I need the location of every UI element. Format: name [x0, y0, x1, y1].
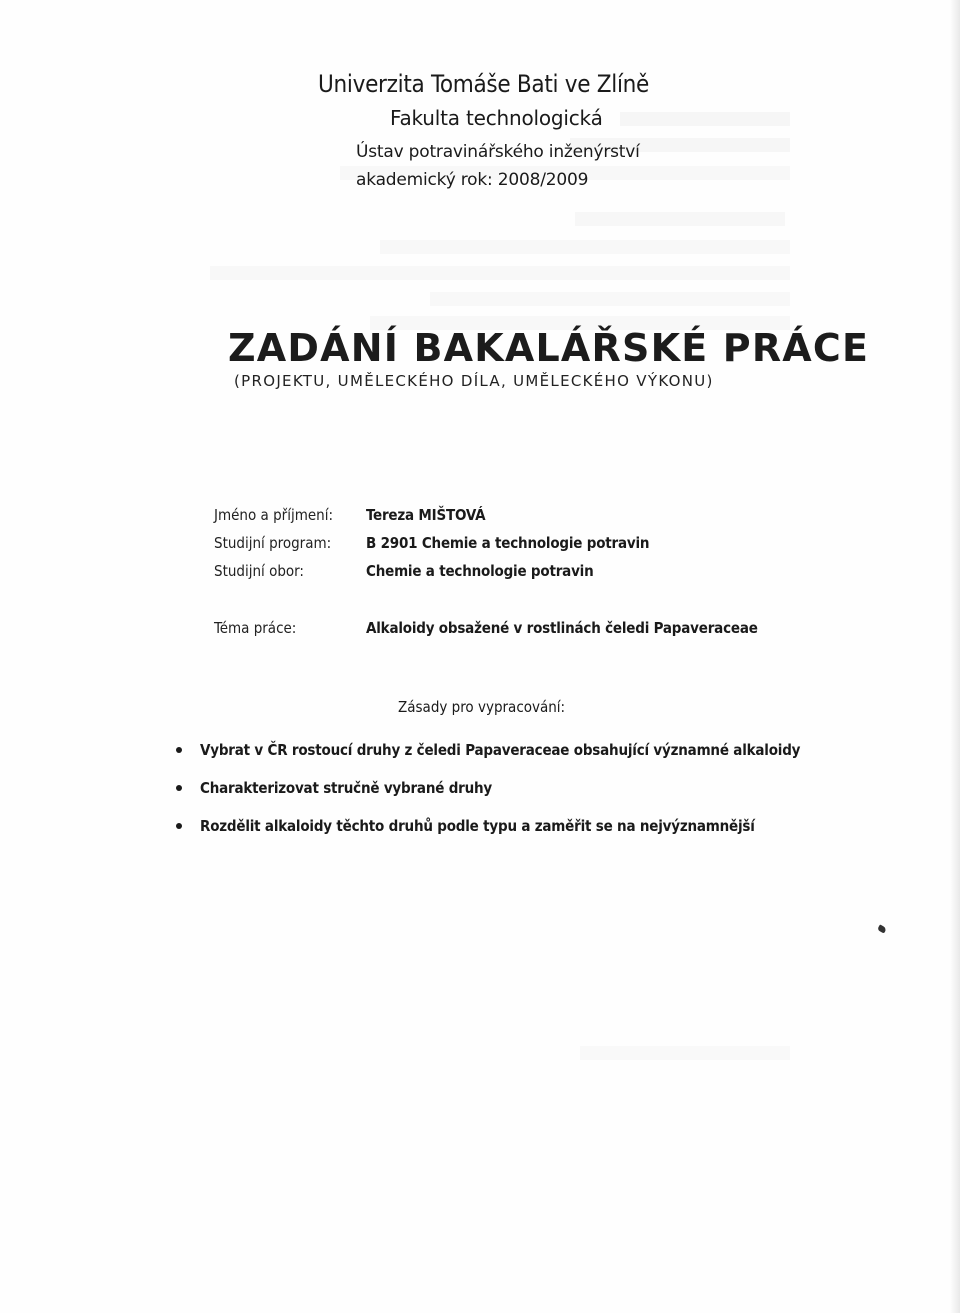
program-value: B 2901 Chemie a technologie potravin [366, 534, 650, 552]
bleed-through-artifact [575, 212, 785, 226]
bullet-icon [176, 747, 182, 753]
scan-speck [877, 924, 887, 933]
university-name: Univerzita Tomáše Bati ve Zlíně [318, 70, 650, 98]
field-of-study-value: Chemie a technologie potravin [366, 562, 594, 580]
bleed-through-artifact [210, 266, 790, 280]
bullet-icon [176, 785, 182, 791]
bleed-through-artifact [580, 1046, 790, 1060]
bleed-through-artifact [620, 112, 790, 126]
bleed-through-artifact [380, 240, 790, 254]
document-subtitle: (PROJEKTU, UMĚLECKÉHO DÍLA, UMĚLECKÉHO VÝKONU) [234, 372, 714, 390]
list-item [176, 740, 800, 778]
list-item-text: Vybrat v ČR rostoucí druhy z čeledi Papaveraceae obsahující významné alkaloidy [200, 741, 801, 759]
program-label: Studijní program: [214, 534, 332, 552]
principles-heading: Zásady pro vypracování: [398, 698, 566, 716]
faculty-name: Fakulta technologická [390, 106, 603, 130]
bullet-icon [176, 823, 182, 829]
bleed-through-artifact [430, 292, 790, 306]
document-title: ZADÁNÍ BAKALÁŘSKÉ PRÁCE [228, 326, 870, 370]
principles-list [176, 740, 800, 854]
list-item-text: Rozdělit alkaloidy těchto druhů podle typu a zaměřit se na nejvýznamnější [200, 817, 755, 835]
scan-edge-shadow [950, 0, 960, 1313]
field-of-study-label: Studijní obor: [214, 562, 304, 580]
list-item [176, 816, 800, 854]
name-label: Jméno a příjmení: [214, 506, 333, 524]
name-value: Tereza MIŠTOVÁ [366, 506, 486, 524]
list-item-text: Charakterizovat stručně vybrané druhy [200, 779, 493, 797]
list-item [176, 778, 800, 816]
topic-value: Alkaloidy obsažené v rostlinách čeledi Papaveraceae [366, 619, 758, 637]
topic-label: Téma práce: [214, 619, 297, 637]
academic-year: akademický rok: 2008/2009 [356, 170, 589, 190]
institute-name: Ústav potravinářského inženýrství [356, 142, 640, 162]
